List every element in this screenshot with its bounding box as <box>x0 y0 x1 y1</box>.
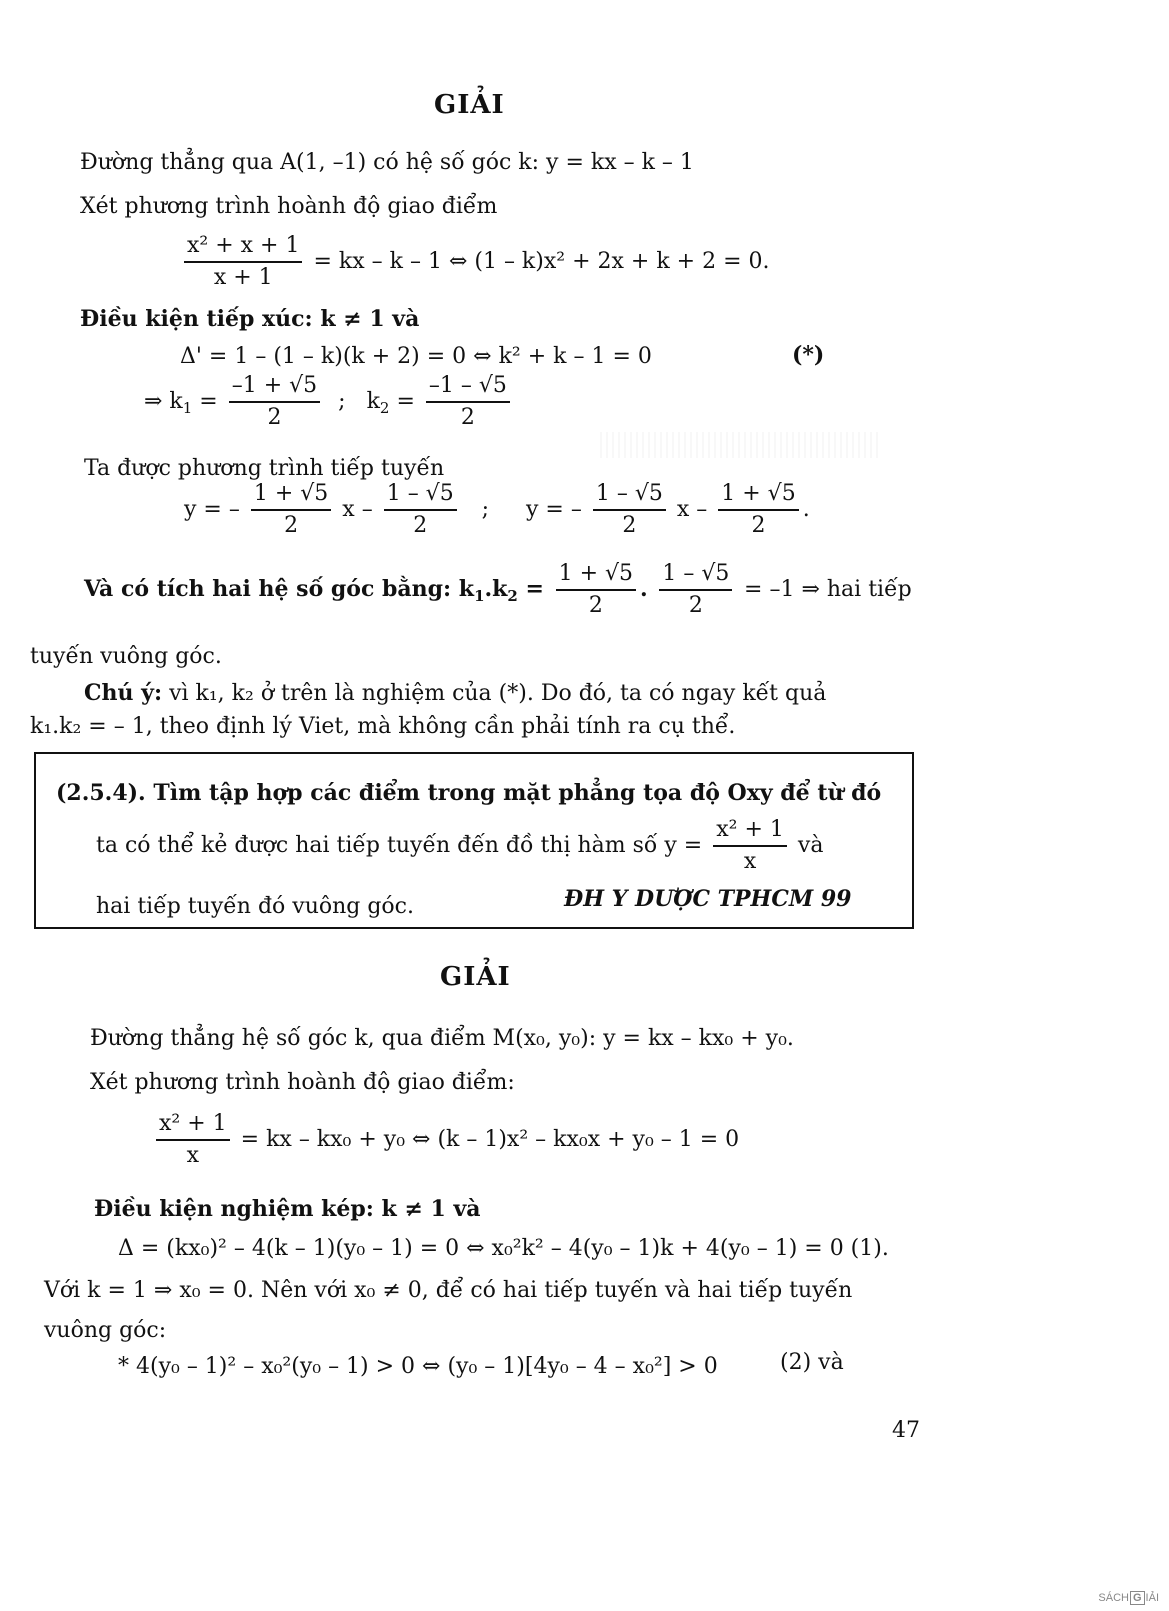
problem-line1: (2.5.4). Tìm tập hợp các điểm trong mặt phẳng tọa độ Oxy để từ đó <box>56 780 882 806</box>
watermark-logo: SÁCH G IẢI <box>1098 1592 1159 1604</box>
scan-noise <box>600 432 880 458</box>
sol1-line4: Ta được phương trình tiếp tuyến <box>84 456 445 481</box>
sol1-note-line1: Chú ý: vì k₁, k₂ ở trên là nghiệm của (*). Do đó, ta có ngay kết quả <box>84 680 827 706</box>
sol1-line3: Điều kiện tiếp xúc: k ≠ 1 và <box>80 306 420 332</box>
solution-heading-1: GIẢI <box>434 90 505 120</box>
sol2-line4: Với k = 1 ⇒ x₀ = 0. Nên với x₀ ≠ 0, để có hai tiếp tuyến và hai tiếp tuyến <box>44 1278 853 1303</box>
sol1-product-line: Và có tích hai hệ số góc bằng: $k_1.k_2$ = $\frac{1 + √5}{2}$ . $\frac{1 - √5}{2}$ = –1 ⇒ hai tiếp <box>84 561 912 619</box>
sol1-tangent-2: y = – $\frac{1 - √5}{2}$ x – $\frac{1 + √5}{2}$ . <box>526 481 810 539</box>
fraction: $\frac{\text{x² + x + 1}}{x + 1}$ <box>184 234 302 290</box>
sol2-line2: Xét phương trình hoành độ giao điểm: <box>90 1070 515 1095</box>
sol2-equation-2: Δ = (kx₀)² – 4(k – 1)(y₀ – 1) = 0 ⇔ x₀²k² – 4(y₀ – 1)k + 4(y₀ – 1) = 0 (1). <box>118 1236 889 1261</box>
page-number: 47 <box>892 1418 920 1443</box>
sol1-line2: Xét phương trình hoành độ giao điểm <box>80 194 498 219</box>
problem-source: ĐH Y DƯỢC TPHCM 99 <box>564 886 852 912</box>
sol1-equation-2: Δ' = 1 – (1 – k)(k + 2) = 0 ⇔ k² + k – 1 = 0 <box>180 344 652 369</box>
sol1-roots: ⇒ $k_1$ = $\frac{-1 + √5}{2}$ ; $k_2$ = $\frac{-1 - √5}{2}$ <box>144 374 514 430</box>
sol2-equation-3: * 4(y₀ – 1)² – x₀²(y₀ – 1) > 0 ⇔ (y₀ – 1)[4y₀ – 4 – x₀²] > 0 <box>118 1354 718 1379</box>
sol1-equation-1: $\frac{\text{x² + x + 1}}{x + 1}$ = kx – k – 1 ⇔ (1 – k)x² + 2x + k + 2 = 0. <box>180 234 769 290</box>
equation-tag-2: (2) và <box>780 1350 844 1375</box>
sol1-line6: tuyến vuông góc. <box>30 644 222 669</box>
sol1-tangent-1: y = – $\frac{1 + √5}{2}$ x – $\frac{1 - √5}{2}$ ; <box>184 481 490 539</box>
problem-line3: hai tiếp tuyến đó vuông góc. <box>96 894 414 919</box>
sol2-line1: Đường thẳng hệ số góc k, qua điểm M(x₀, y₀): y = kx – kx₀ + y₀. <box>90 1026 794 1051</box>
sol2-line3: Điều kiện nghiệm kép: k ≠ 1 và <box>94 1196 481 1222</box>
problem-box <box>34 752 914 929</box>
sol1-note-line2: k₁.k₂ = – 1, theo định lý Viet, mà không cần phải tính ra cụ thể. <box>30 714 736 739</box>
problem-line2: ta có thể kẻ được hai tiếp tuyến đến đồ thị hàm số y = $\frac{\text{x² + 1}}{x}$ và <box>96 817 824 875</box>
problem-label: (2.5.4). <box>56 780 146 806</box>
sol2-line5: vuông góc: <box>44 1318 167 1343</box>
solution-heading-2: GIẢI <box>440 962 511 992</box>
sol1-line1: Đường thẳng qua A(1, –1) có hệ số góc k: y = kx – k – 1 <box>80 150 694 175</box>
sol2-equation-1: $\frac{\text{x² + 1}}{x}$ = kx – kx₀ + y₀ ⇔ (k – 1)x² – kx₀x + y₀ – 1 = 0 <box>152 1112 739 1168</box>
equation-tag-star: (*) <box>792 342 825 368</box>
